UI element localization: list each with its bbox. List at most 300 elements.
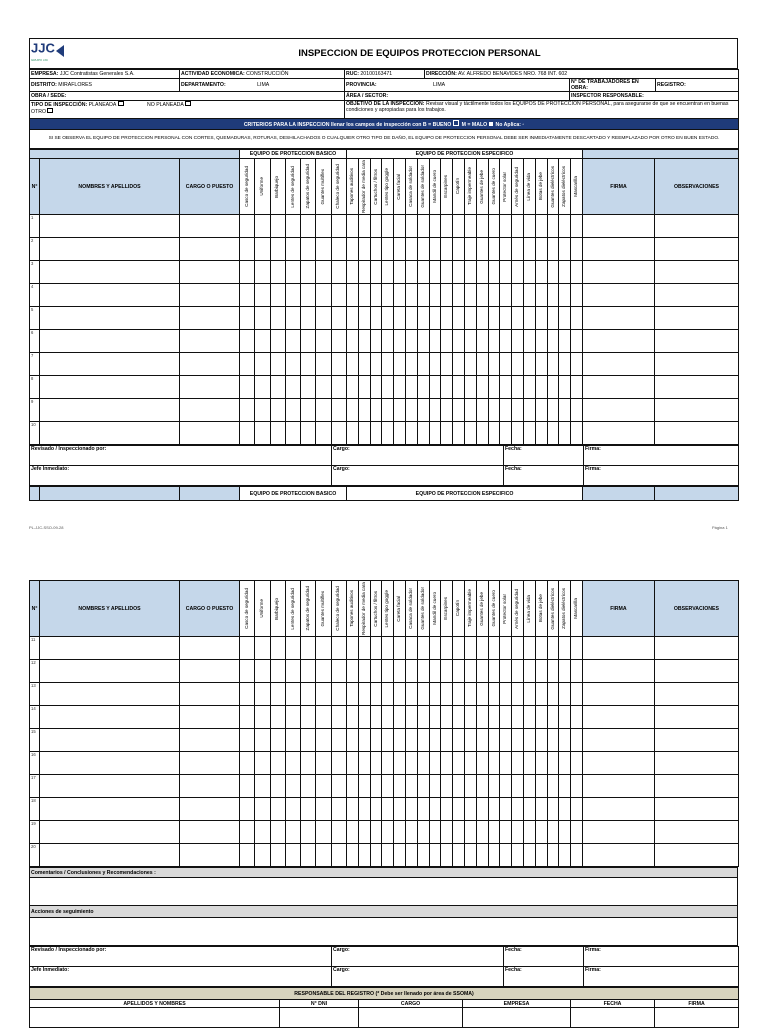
grid-cell[interactable]	[382, 284, 394, 307]
grid-cell[interactable]	[331, 284, 346, 307]
grid-cell[interactable]	[453, 422, 465, 445]
grid-cell[interactable]	[417, 752, 429, 775]
grid-cell[interactable]	[346, 376, 358, 399]
grid-cell[interactable]	[583, 215, 655, 238]
grid-cell[interactable]	[429, 353, 441, 376]
grid-cell[interactable]	[429, 307, 441, 330]
grid-cell[interactable]	[331, 261, 346, 284]
grid-cell[interactable]	[429, 660, 441, 683]
grid-cell[interactable]	[547, 399, 559, 422]
grid-cell[interactable]	[370, 729, 382, 752]
grid-cell[interactable]	[523, 284, 535, 307]
grid-cell[interactable]	[583, 238, 655, 261]
grid-cell[interactable]	[316, 752, 331, 775]
grid-cell[interactable]	[270, 729, 285, 752]
grid-cell[interactable]	[255, 307, 270, 330]
grid-cell[interactable]	[405, 660, 417, 683]
grid-cell[interactable]	[441, 637, 453, 660]
grid-cell[interactable]	[346, 307, 358, 330]
grid-cell[interactable]	[405, 706, 417, 729]
grid-cell[interactable]	[559, 798, 571, 821]
grid-cell[interactable]	[441, 729, 453, 752]
grid-cell[interactable]	[523, 330, 535, 353]
grid-cell[interactable]	[559, 683, 571, 706]
grid-cell[interactable]	[571, 683, 583, 706]
grid-cell[interactable]	[453, 821, 465, 844]
grid-cell[interactable]	[417, 284, 429, 307]
grid-cell[interactable]	[285, 422, 300, 445]
grid-cell[interactable]	[255, 821, 270, 844]
grid-cell[interactable]	[331, 844, 346, 867]
grid-cell[interactable]	[346, 637, 358, 660]
grid-cell[interactable]	[394, 637, 406, 660]
grid-cell[interactable]	[547, 261, 559, 284]
grid-cell[interactable]	[464, 261, 476, 284]
grid-cell[interactable]	[583, 261, 655, 284]
grid-cell[interactable]	[405, 422, 417, 445]
grid-cell[interactable]	[476, 261, 488, 284]
grid-cell[interactable]	[571, 729, 583, 752]
grid-cell[interactable]	[535, 307, 547, 330]
grid-cell[interactable]	[394, 353, 406, 376]
grid-cell[interactable]	[301, 729, 316, 752]
grid-cell[interactable]	[358, 775, 370, 798]
grid-cell[interactable]	[358, 683, 370, 706]
grid-cell[interactable]	[488, 660, 500, 683]
grid-cell[interactable]	[40, 729, 180, 752]
grid-cell[interactable]	[405, 261, 417, 284]
grid-cell[interactable]	[270, 399, 285, 422]
grid-cell[interactable]	[512, 729, 524, 752]
registro-field[interactable]	[571, 1008, 655, 1028]
grid-cell[interactable]	[464, 307, 476, 330]
grid-cell[interactable]	[654, 637, 738, 660]
grid-cell[interactable]	[270, 637, 285, 660]
grid-cell[interactable]	[512, 821, 524, 844]
grid-cell[interactable]	[559, 284, 571, 307]
grid-cell[interactable]	[417, 376, 429, 399]
grid-cell[interactable]	[571, 422, 583, 445]
grid-cell[interactable]	[547, 353, 559, 376]
grid-cell[interactable]	[417, 844, 429, 867]
grid-cell[interactable]	[654, 752, 738, 775]
grid-cell[interactable]	[394, 752, 406, 775]
grid-cell[interactable]	[547, 307, 559, 330]
grid-cell[interactable]	[535, 399, 547, 422]
grid-cell[interactable]	[331, 683, 346, 706]
grid-cell[interactable]	[285, 660, 300, 683]
grid-cell[interactable]	[500, 330, 512, 353]
grid-cell[interactable]	[285, 284, 300, 307]
grid-cell[interactable]	[500, 284, 512, 307]
grid-cell[interactable]	[382, 798, 394, 821]
grid-cell[interactable]	[285, 798, 300, 821]
grid-cell[interactable]	[441, 261, 453, 284]
grid-cell[interactable]	[453, 637, 465, 660]
grid-cell[interactable]	[547, 238, 559, 261]
grid-cell[interactable]	[559, 729, 571, 752]
grid-cell[interactable]	[180, 353, 240, 376]
grid-cell[interactable]	[331, 706, 346, 729]
grid-cell[interactable]	[464, 637, 476, 660]
grid-cell[interactable]	[500, 399, 512, 422]
grid-cell[interactable]	[547, 844, 559, 867]
grid-cell[interactable]	[547, 660, 559, 683]
grid-cell[interactable]	[331, 660, 346, 683]
grid-cell[interactable]	[331, 637, 346, 660]
grid-cell[interactable]	[523, 752, 535, 775]
grid-cell[interactable]	[331, 307, 346, 330]
grid-cell[interactable]	[488, 706, 500, 729]
grid-cell[interactable]	[523, 376, 535, 399]
grid-cell[interactable]	[301, 706, 316, 729]
grid-cell[interactable]	[441, 706, 453, 729]
grid-cell[interactable]	[394, 775, 406, 798]
grid-cell[interactable]	[405, 775, 417, 798]
grid-cell[interactable]	[571, 775, 583, 798]
grid-cell[interactable]	[571, 284, 583, 307]
grid-cell[interactable]	[394, 660, 406, 683]
grid-cell[interactable]	[346, 353, 358, 376]
grid-cell[interactable]	[441, 307, 453, 330]
grid-cell[interactable]	[464, 729, 476, 752]
grid-cell[interactable]	[523, 353, 535, 376]
grid-cell[interactable]	[559, 307, 571, 330]
grid-cell[interactable]	[382, 353, 394, 376]
grid-cell[interactable]	[346, 660, 358, 683]
grid-cell[interactable]	[240, 683, 255, 706]
grid-cell[interactable]	[429, 844, 441, 867]
grid-cell[interactable]	[405, 683, 417, 706]
grid-cell[interactable]	[523, 660, 535, 683]
grid-cell[interactable]	[453, 238, 465, 261]
grid-cell[interactable]	[453, 284, 465, 307]
grid-cell[interactable]	[382, 399, 394, 422]
grid-cell[interactable]	[255, 729, 270, 752]
grid-cell[interactable]	[394, 399, 406, 422]
grid-cell[interactable]	[488, 637, 500, 660]
grid-cell[interactable]	[346, 706, 358, 729]
grid-cell[interactable]	[583, 399, 655, 422]
grid-cell[interactable]	[358, 422, 370, 445]
grid-cell[interactable]	[346, 798, 358, 821]
grid-cell[interactable]	[240, 376, 255, 399]
grid-cell[interactable]	[358, 798, 370, 821]
grid-cell[interactable]	[240, 844, 255, 867]
grid-cell[interactable]	[405, 752, 417, 775]
grid-cell[interactable]	[441, 353, 453, 376]
grid-cell[interactable]	[382, 752, 394, 775]
grid-cell[interactable]	[270, 660, 285, 683]
grid-cell[interactable]	[547, 330, 559, 353]
grid-cell[interactable]	[301, 261, 316, 284]
grid-cell[interactable]	[464, 376, 476, 399]
grid-cell[interactable]	[40, 821, 180, 844]
grid-cell[interactable]	[464, 284, 476, 307]
grid-cell[interactable]	[571, 330, 583, 353]
grid-cell[interactable]	[476, 238, 488, 261]
grid-cell[interactable]	[535, 330, 547, 353]
grid-cell[interactable]	[270, 215, 285, 238]
grid-cell[interactable]	[180, 821, 240, 844]
grid-cell[interactable]	[523, 399, 535, 422]
grid-cell[interactable]	[270, 844, 285, 867]
grid-cell[interactable]	[488, 844, 500, 867]
grid-cell[interactable]	[316, 353, 331, 376]
grid-cell[interactable]	[655, 330, 739, 353]
grid-cell[interactable]	[382, 376, 394, 399]
grid-cell[interactable]	[316, 775, 331, 798]
grid-cell[interactable]	[488, 353, 500, 376]
grid-cell[interactable]	[331, 775, 346, 798]
grid-cell[interactable]	[382, 683, 394, 706]
grid-cell[interactable]	[180, 706, 240, 729]
grid-cell[interactable]	[476, 775, 488, 798]
grid-cell[interactable]	[180, 844, 240, 867]
grid-cell[interactable]	[582, 775, 654, 798]
grid-cell[interactable]	[441, 422, 453, 445]
grid-cell[interactable]	[346, 821, 358, 844]
grid-cell[interactable]	[476, 637, 488, 660]
grid-cell[interactable]	[535, 660, 547, 683]
grid-cell[interactable]	[453, 798, 465, 821]
grid-cell[interactable]	[358, 752, 370, 775]
grid-cell[interactable]	[500, 376, 512, 399]
grid-cell[interactable]	[559, 238, 571, 261]
grid-cell[interactable]	[535, 729, 547, 752]
grid-cell[interactable]	[370, 238, 382, 261]
grid-cell[interactable]	[405, 376, 417, 399]
grid-cell[interactable]	[331, 330, 346, 353]
grid-cell[interactable]	[316, 284, 331, 307]
grid-cell[interactable]	[301, 775, 316, 798]
grid-cell[interactable]	[441, 821, 453, 844]
grid-cell[interactable]	[535, 844, 547, 867]
grid-cell[interactable]	[270, 752, 285, 775]
grid-cell[interactable]	[559, 706, 571, 729]
grid-cell[interactable]	[394, 798, 406, 821]
grid-cell[interactable]	[255, 683, 270, 706]
grid-cell[interactable]	[547, 284, 559, 307]
grid-cell[interactable]	[453, 660, 465, 683]
grid-cell[interactable]	[453, 215, 465, 238]
grid-cell[interactable]	[370, 798, 382, 821]
grid-cell[interactable]	[535, 775, 547, 798]
grid-cell[interactable]	[547, 706, 559, 729]
grid-cell[interactable]	[331, 752, 346, 775]
grid-cell[interactable]	[358, 376, 370, 399]
grid-cell[interactable]	[582, 706, 654, 729]
grid-cell[interactable]	[417, 798, 429, 821]
grid-cell[interactable]	[255, 261, 270, 284]
grid-cell[interactable]	[40, 238, 180, 261]
grid-cell[interactable]	[40, 775, 180, 798]
grid-cell[interactable]	[476, 284, 488, 307]
grid-cell[interactable]	[571, 660, 583, 683]
grid-cell[interactable]	[40, 660, 180, 683]
grid-cell[interactable]	[547, 215, 559, 238]
grid-cell[interactable]	[331, 422, 346, 445]
grid-cell[interactable]	[394, 330, 406, 353]
grid-cell[interactable]	[382, 215, 394, 238]
grid-cell[interactable]	[571, 307, 583, 330]
grid-cell[interactable]	[316, 660, 331, 683]
grid-cell[interactable]	[285, 729, 300, 752]
grid-cell[interactable]	[488, 284, 500, 307]
grid-cell[interactable]	[285, 261, 300, 284]
grid-cell[interactable]	[582, 729, 654, 752]
grid-cell[interactable]	[180, 284, 240, 307]
grid-cell[interactable]	[394, 215, 406, 238]
grid-cell[interactable]	[571, 706, 583, 729]
grid-cell[interactable]	[488, 775, 500, 798]
grid-cell[interactable]	[476, 376, 488, 399]
grid-cell[interactable]	[346, 729, 358, 752]
grid-cell[interactable]	[316, 215, 331, 238]
grid-cell[interactable]	[270, 683, 285, 706]
grid-cell[interactable]	[331, 238, 346, 261]
grid-cell[interactable]	[285, 376, 300, 399]
grid-cell[interactable]	[270, 307, 285, 330]
grid-cell[interactable]	[464, 238, 476, 261]
registro-field[interactable]	[30, 1008, 280, 1028]
grid-cell[interactable]	[571, 238, 583, 261]
grid-cell[interactable]	[655, 215, 739, 238]
grid-cell[interactable]	[441, 752, 453, 775]
grid-cell[interactable]	[346, 844, 358, 867]
grid-cell[interactable]	[40, 844, 180, 867]
grid-cell[interactable]	[417, 238, 429, 261]
grid-cell[interactable]	[535, 637, 547, 660]
grid-cell[interactable]	[405, 330, 417, 353]
grid-cell[interactable]	[346, 284, 358, 307]
grid-cell[interactable]	[571, 261, 583, 284]
grid-cell[interactable]	[429, 637, 441, 660]
grid-cell[interactable]	[285, 683, 300, 706]
grid-cell[interactable]	[571, 844, 583, 867]
grid-cell[interactable]	[535, 422, 547, 445]
grid-cell[interactable]	[654, 660, 738, 683]
grid-cell[interactable]	[523, 422, 535, 445]
grid-cell[interactable]	[523, 261, 535, 284]
grid-cell[interactable]	[476, 752, 488, 775]
grid-cell[interactable]	[441, 660, 453, 683]
grid-cell[interactable]	[535, 683, 547, 706]
grid-cell[interactable]	[512, 330, 524, 353]
grid-cell[interactable]	[559, 261, 571, 284]
grid-cell[interactable]	[255, 752, 270, 775]
grid-cell[interactable]	[464, 353, 476, 376]
grid-cell[interactable]	[382, 238, 394, 261]
grid-cell[interactable]	[331, 729, 346, 752]
grid-cell[interactable]	[285, 775, 300, 798]
grid-cell[interactable]	[358, 330, 370, 353]
grid-cell[interactable]	[180, 399, 240, 422]
grid-cell[interactable]	[255, 706, 270, 729]
grid-cell[interactable]	[255, 215, 270, 238]
grid-cell[interactable]	[512, 284, 524, 307]
grid-cell[interactable]	[583, 330, 655, 353]
grid-cell[interactable]	[40, 376, 180, 399]
grid-cell[interactable]	[40, 683, 180, 706]
grid-cell[interactable]	[500, 215, 512, 238]
grid-cell[interactable]	[464, 330, 476, 353]
grid-cell[interactable]	[180, 330, 240, 353]
grid-cell[interactable]	[358, 307, 370, 330]
grid-cell[interactable]	[40, 284, 180, 307]
grid-cell[interactable]	[240, 261, 255, 284]
grid-cell[interactable]	[547, 752, 559, 775]
grid-cell[interactable]	[316, 422, 331, 445]
grid-cell[interactable]	[476, 307, 488, 330]
grid-cell[interactable]	[180, 752, 240, 775]
grid-cell[interactable]	[285, 844, 300, 867]
grid-cell[interactable]	[40, 215, 180, 238]
grid-cell[interactable]	[429, 683, 441, 706]
grid-cell[interactable]	[285, 238, 300, 261]
grid-cell[interactable]	[582, 844, 654, 867]
grid-cell[interactable]	[358, 353, 370, 376]
grid-cell[interactable]	[270, 798, 285, 821]
grid-cell[interactable]	[417, 307, 429, 330]
grid-cell[interactable]	[370, 752, 382, 775]
grid-cell[interactable]	[370, 215, 382, 238]
grid-cell[interactable]	[270, 261, 285, 284]
grid-cell[interactable]	[358, 844, 370, 867]
grid-cell[interactable]	[382, 307, 394, 330]
grid-cell[interactable]	[571, 399, 583, 422]
grid-cell[interactable]	[180, 238, 240, 261]
grid-cell[interactable]	[316, 729, 331, 752]
grid-cell[interactable]	[382, 422, 394, 445]
grid-cell[interactable]	[547, 798, 559, 821]
grid-cell[interactable]	[417, 775, 429, 798]
grid-cell[interactable]	[301, 844, 316, 867]
grid-cell[interactable]	[331, 399, 346, 422]
grid-cell[interactable]	[500, 353, 512, 376]
grid-cell[interactable]	[180, 215, 240, 238]
grid-cell[interactable]	[240, 775, 255, 798]
grid-cell[interactable]	[654, 775, 738, 798]
grid-cell[interactable]	[417, 729, 429, 752]
grid-cell[interactable]	[240, 660, 255, 683]
grid-cell[interactable]	[476, 844, 488, 867]
grid-cell[interactable]	[255, 238, 270, 261]
grid-cell[interactable]	[301, 353, 316, 376]
grid-cell[interactable]	[180, 798, 240, 821]
grid-cell[interactable]	[500, 683, 512, 706]
grid-cell[interactable]	[583, 307, 655, 330]
grid-cell[interactable]	[429, 821, 441, 844]
grid-cell[interactable]	[240, 330, 255, 353]
grid-cell[interactable]	[512, 706, 524, 729]
grid-cell[interactable]	[394, 284, 406, 307]
grid-cell[interactable]	[240, 215, 255, 238]
grid-cell[interactable]	[255, 353, 270, 376]
grid-cell[interactable]	[417, 660, 429, 683]
grid-cell[interactable]	[301, 399, 316, 422]
grid-cell[interactable]	[535, 261, 547, 284]
grid-cell[interactable]	[571, 215, 583, 238]
grid-cell[interactable]	[500, 422, 512, 445]
grid-cell[interactable]	[547, 376, 559, 399]
grid-cell[interactable]	[255, 637, 270, 660]
grid-cell[interactable]	[488, 422, 500, 445]
grid-cell[interactable]	[358, 821, 370, 844]
grid-cell[interactable]	[654, 729, 738, 752]
grid-cell[interactable]	[270, 284, 285, 307]
grid-cell[interactable]	[394, 683, 406, 706]
